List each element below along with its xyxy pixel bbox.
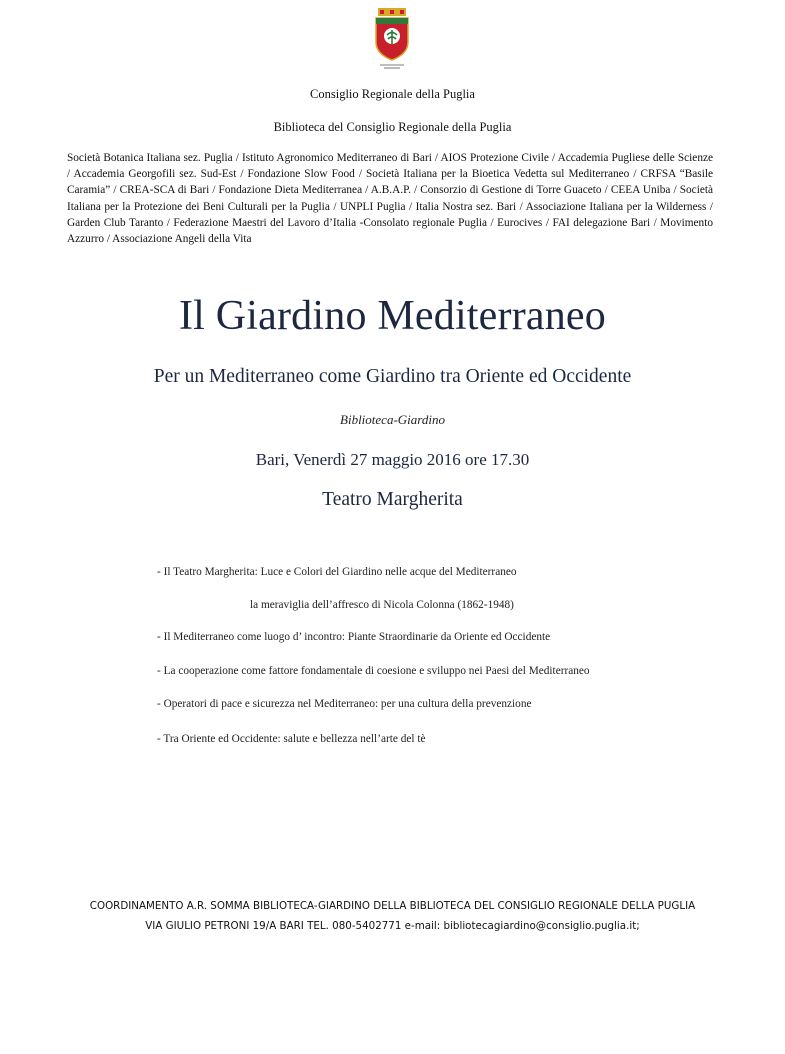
footer-contact: VIA GIULIO PETRONI 19/A BARI TEL. 080-5402771 e-mail: bibliotecagiardino@consiglio.puglia.it; bbox=[145, 920, 640, 932]
event-title: Il Giardino Mediterraneo bbox=[179, 293, 606, 339]
event-venue: Teatro Margherita bbox=[322, 489, 463, 510]
program-item: - Il Teatro Margherita: Luce e Colori del Giardino nelle acque del Mediterraneo bbox=[157, 566, 517, 578]
program-item: - La cooperazione come fattore fondamentale di coesione e sviluppo nei Paesi del Mediterraneo bbox=[157, 665, 590, 677]
regional-crest-icon bbox=[372, 8, 412, 70]
program-item: - Tra Oriente ed Occidente: salute e bellezza nell’arte del tè bbox=[157, 733, 426, 745]
organization-name: Consiglio Regionale della Puglia bbox=[310, 87, 475, 101]
event-motto: Biblioteca-Giardino bbox=[340, 412, 445, 427]
partners-list: Società Botanica Italiana sez. Puglia / Istituto Agronomico Mediterraneo di Bari / AIOS Protezione Civile / Accademia Pugliese delle Scienze / Accademia Georgofili sez. Sud-Est / Fondazione Slow Food / Società Italiana per la Bioetica Vedetta sul Mediterraneo / CRFSA “Basile Caramia” / CREA-SCA di Bari / Fondazione Dieta Mediterranea / A.B.A.P. / Consorzio di Gestione di Torre Guaceto / CEEA Uniba / Società Italiana per la Protezione dei Beni Culturali per la Puglia / UNPLI Puglia / Italia Nostra sez. Bari / Associazione Italiana per la Wilderness / Garden Club Taranto / Federazione Maestri del Lavoro d’Italia -Consolato regionale Puglia / Eurocives / FAI delegazione Bari / Movimento Azzurro / Associazione Angeli della Vita bbox=[67, 152, 713, 246]
program-item: - Operatori di pace e sicurezza nel Mediterraneo: per una cultura della prevenzione bbox=[157, 698, 532, 710]
program-item: la meraviglia dell’affresco di Nicola Colonna (1862-1948) bbox=[250, 599, 514, 611]
footer-coordination: COORDINAMENTO A.R. SOMMA BIBLIOTECA-GIARDINO DELLA BIBLIOTECA DEL CONSIGLIO REGIONALE DELLA PUGLIA bbox=[89, 900, 696, 912]
event-date: Bari, Venerdì 27 maggio 2016 ore 17.30 bbox=[255, 450, 530, 469]
event-subtitle: Per un Mediterraneo come Giardino tra Oriente ed Occidente bbox=[153, 366, 632, 387]
program-item: - Il Mediterraneo come luogo d’ incontro: Piante Straordinarie da Oriente ed Occidente bbox=[157, 631, 551, 643]
library-name: Biblioteca del Consiglio Regionale della Puglia bbox=[273, 120, 512, 134]
